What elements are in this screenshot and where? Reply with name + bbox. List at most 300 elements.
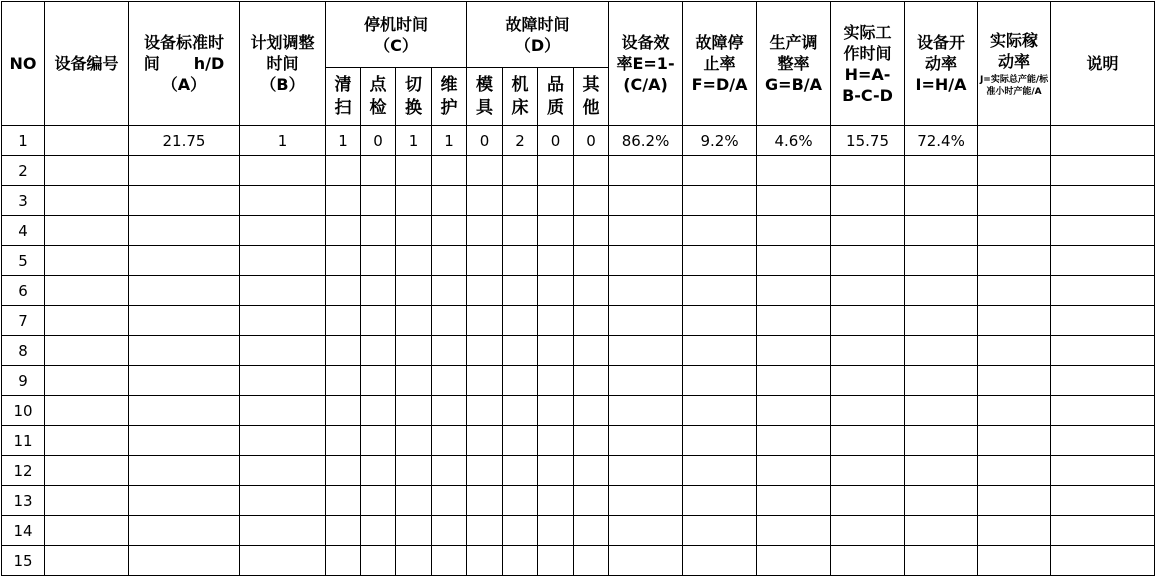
stop-clean-cell[interactable] — [326, 276, 361, 306]
stop-switch-cell[interactable] — [396, 396, 432, 426]
equipment-number-cell[interactable] — [45, 216, 129, 246]
table-row — [2, 336, 1155, 366]
fault-machine-cell[interactable] — [503, 366, 538, 396]
fault-quality-cell[interactable] — [538, 276, 574, 306]
fault-machine-cell[interactable] — [503, 246, 538, 276]
fault-quality-cell[interactable] — [538, 426, 574, 456]
stop-maintain-cell[interactable] — [432, 186, 467, 216]
stop-clean-cell[interactable]: 1 — [326, 126, 361, 156]
fault-mold-cell[interactable] — [467, 276, 503, 306]
fault-quality-cell[interactable]: 0 — [538, 126, 574, 156]
efficiency-cell[interactable] — [609, 456, 683, 486]
standard-time-cell[interactable] — [129, 276, 240, 306]
plan-adjust-cell[interactable] — [240, 186, 326, 216]
production-adjust-rate-cell[interactable] — [757, 516, 831, 546]
fault-machine-cell[interactable] — [503, 426, 538, 456]
stop-inspect-cell[interactable] — [361, 216, 396, 246]
table-row — [2, 186, 1155, 216]
fault-other-cell[interactable]: 0 — [574, 126, 609, 156]
plan-adjust-cell[interactable] — [240, 156, 326, 186]
stop-maintain-cell[interactable] — [432, 276, 467, 306]
fault-machine-cell[interactable] — [503, 216, 538, 246]
stop-maintain-cell[interactable] — [432, 456, 467, 486]
row-number[interactable]: 1 — [2, 126, 45, 156]
utilization-formula-note: J=实际总产能/标准小时产能/A — [979, 74, 1049, 97]
header-fault-machine: 机 床 — [503, 68, 538, 126]
remark-cell[interactable] — [1051, 336, 1155, 366]
operation-rate-cell[interactable] — [905, 246, 978, 276]
fault-other-cell[interactable] — [574, 216, 609, 246]
remark-cell[interactable] — [1051, 486, 1155, 516]
actual-work-time-cell[interactable] — [831, 396, 905, 426]
fault-quality-cell[interactable] — [538, 216, 574, 246]
equipment-number-cell[interactable] — [45, 336, 129, 366]
fault-other-cell[interactable] — [574, 156, 609, 186]
stop-clean-cell[interactable] — [326, 306, 361, 336]
efficiency-cell[interactable] — [609, 186, 683, 216]
actual-utilization-cell[interactable] — [978, 366, 1051, 396]
fault-mold-cell[interactable] — [467, 336, 503, 366]
stop-switch-cell[interactable] — [396, 546, 432, 576]
fault-stop-rate-cell[interactable] — [683, 396, 757, 426]
row-number[interactable]: 14 — [2, 516, 45, 546]
production-adjust-rate-cell[interactable] — [757, 216, 831, 246]
plan-adjust-cell[interactable] — [240, 486, 326, 516]
production-adjust-rate-cell[interactable] — [757, 486, 831, 516]
fault-machine-cell[interactable] — [503, 456, 538, 486]
stop-switch-cell[interactable] — [396, 216, 432, 246]
row-number[interactable]: 7 — [2, 306, 45, 336]
fault-stop-rate-cell[interactable] — [683, 306, 757, 336]
standard-time-cell[interactable] — [129, 426, 240, 456]
header-stop-maintain: 维 护 — [432, 68, 467, 126]
fault-other-cell[interactable] — [574, 186, 609, 216]
remark-cell[interactable] — [1051, 396, 1155, 426]
actual-utilization-cell[interactable] — [978, 426, 1051, 456]
actual-utilization-cell[interactable] — [978, 306, 1051, 336]
actual-utilization-cell[interactable] — [978, 456, 1051, 486]
production-adjust-rate-cell[interactable] — [757, 426, 831, 456]
stop-inspect-cell[interactable] — [361, 516, 396, 546]
stop-maintain-cell[interactable] — [432, 396, 467, 426]
production-adjust-rate-cell[interactable] — [757, 306, 831, 336]
actual-work-time-cell[interactable] — [831, 216, 905, 246]
fault-mold-cell[interactable] — [467, 216, 503, 246]
actual-utilization-cell[interactable] — [978, 156, 1051, 186]
stop-clean-cell[interactable] — [326, 456, 361, 486]
stop-maintain-cell[interactable] — [432, 156, 467, 186]
efficiency-cell[interactable] — [609, 156, 683, 186]
stop-inspect-cell[interactable] — [361, 336, 396, 366]
remark-cell[interactable] — [1051, 546, 1155, 576]
operation-rate-cell[interactable] — [905, 336, 978, 366]
operation-rate-cell[interactable] — [905, 546, 978, 576]
actual-utilization-cell[interactable] — [978, 276, 1051, 306]
operation-rate-cell[interactable] — [905, 216, 978, 246]
efficiency-cell[interactable]: 86.2% — [609, 126, 683, 156]
fault-quality-cell[interactable] — [538, 486, 574, 516]
efficiency-cell[interactable] — [609, 516, 683, 546]
operation-rate-cell[interactable] — [905, 276, 978, 306]
stop-inspect-cell[interactable] — [361, 426, 396, 456]
fault-machine-cell[interactable] — [503, 306, 538, 336]
fault-stop-rate-cell[interactable] — [683, 216, 757, 246]
actual-work-time-cell[interactable] — [831, 336, 905, 366]
actual-work-time-cell[interactable] — [831, 426, 905, 456]
actual-work-time-cell[interactable] — [831, 366, 905, 396]
remark-cell[interactable] — [1051, 186, 1155, 216]
stop-maintain-cell[interactable] — [432, 366, 467, 396]
actual-utilization-cell[interactable] — [978, 396, 1051, 426]
plan-adjust-cell[interactable] — [240, 246, 326, 276]
equipment-number-cell[interactable] — [45, 426, 129, 456]
operation-rate-cell[interactable] — [905, 426, 978, 456]
fault-other-cell[interactable] — [574, 486, 609, 516]
efficiency-cell[interactable] — [609, 276, 683, 306]
operation-rate-cell[interactable] — [905, 516, 978, 546]
fault-stop-rate-cell[interactable] — [683, 156, 757, 186]
fault-mold-cell[interactable] — [467, 546, 503, 576]
fault-other-cell[interactable] — [574, 366, 609, 396]
stop-clean-cell[interactable] — [326, 186, 361, 216]
actual-utilization-cell[interactable] — [978, 546, 1051, 576]
equipment-number-cell[interactable] — [45, 276, 129, 306]
row-number[interactable]: 12 — [2, 456, 45, 486]
remark-cell[interactable] — [1051, 246, 1155, 276]
fault-mold-cell[interactable] — [467, 366, 503, 396]
plan-adjust-cell[interactable] — [240, 426, 326, 456]
stop-clean-cell[interactable] — [326, 246, 361, 276]
fault-machine-cell[interactable] — [503, 486, 538, 516]
standard-time-cell[interactable] — [129, 156, 240, 186]
fault-stop-rate-cell[interactable] — [683, 366, 757, 396]
fault-stop-rate-cell[interactable] — [683, 276, 757, 306]
fault-quality-cell[interactable] — [538, 246, 574, 276]
stop-switch-cell[interactable] — [396, 516, 432, 546]
fault-other-cell[interactable] — [574, 246, 609, 276]
fault-machine-cell[interactable]: 2 — [503, 126, 538, 156]
header-equipment-number: 设备编号 — [45, 2, 129, 126]
fault-other-cell[interactable] — [574, 516, 609, 546]
efficiency-cell[interactable] — [609, 216, 683, 246]
plan-adjust-cell[interactable] — [240, 216, 326, 246]
fault-quality-cell[interactable] — [538, 336, 574, 366]
stop-clean-cell[interactable] — [326, 396, 361, 426]
actual-utilization-cell[interactable] — [978, 126, 1051, 156]
fault-other-cell[interactable] — [574, 306, 609, 336]
header-remark: 说明 — [1051, 2, 1155, 126]
stop-inspect-cell[interactable] — [361, 186, 396, 216]
fault-stop-rate-cell[interactable] — [683, 186, 757, 216]
fault-other-cell[interactable] — [574, 426, 609, 456]
stop-maintain-cell[interactable] — [432, 246, 467, 276]
fault-quality-cell[interactable] — [538, 306, 574, 336]
stop-clean-cell[interactable] — [326, 516, 361, 546]
efficiency-cell[interactable] — [609, 336, 683, 366]
standard-time-cell[interactable] — [129, 186, 240, 216]
stop-inspect-cell[interactable] — [361, 546, 396, 576]
efficiency-cell[interactable] — [609, 426, 683, 456]
fault-machine-cell[interactable] — [503, 516, 538, 546]
actual-work-time-cell[interactable] — [831, 546, 905, 576]
production-adjust-rate-cell[interactable] — [757, 456, 831, 486]
row-number[interactable]: 15 — [2, 546, 45, 576]
fault-stop-rate-cell[interactable]: 9.2% — [683, 126, 757, 156]
efficiency-cell[interactable] — [609, 396, 683, 426]
fault-mold-cell[interactable] — [467, 396, 503, 426]
stop-maintain-cell[interactable] — [432, 486, 467, 516]
stop-switch-cell[interactable] — [396, 246, 432, 276]
remark-cell[interactable] — [1051, 216, 1155, 246]
row-number[interactable]: 3 — [2, 186, 45, 216]
actual-work-time-cell[interactable] — [831, 246, 905, 276]
production-adjust-rate-cell[interactable] — [757, 246, 831, 276]
standard-time-cell[interactable] — [129, 546, 240, 576]
row-number[interactable]: 2 — [2, 156, 45, 186]
stop-switch-cell[interactable] — [396, 486, 432, 516]
fault-other-cell[interactable] — [574, 456, 609, 486]
plan-adjust-cell[interactable] — [240, 366, 326, 396]
stop-switch-cell[interactable] — [396, 306, 432, 336]
operation-rate-cell[interactable] — [905, 186, 978, 216]
remark-cell[interactable] — [1051, 126, 1155, 156]
production-adjust-rate-cell[interactable] — [757, 396, 831, 426]
fault-quality-cell[interactable] — [538, 366, 574, 396]
fault-mold-cell[interactable] — [467, 456, 503, 486]
plan-adjust-cell[interactable]: 1 — [240, 126, 326, 156]
fault-other-cell[interactable] — [574, 276, 609, 306]
fault-stop-rate-cell[interactable] — [683, 486, 757, 516]
fault-stop-rate-cell[interactable] — [683, 516, 757, 546]
standard-time-cell[interactable] — [129, 366, 240, 396]
production-adjust-rate-cell[interactable] — [757, 366, 831, 396]
plan-adjust-cell[interactable] — [240, 396, 326, 426]
header-fault-quality: 品 质 — [538, 68, 574, 126]
fault-mold-cell[interactable] — [467, 246, 503, 276]
standard-time-cell[interactable] — [129, 246, 240, 276]
production-adjust-rate-cell[interactable] — [757, 156, 831, 186]
equipment-number-cell[interactable] — [45, 126, 129, 156]
fault-mold-cell[interactable] — [467, 156, 503, 186]
fault-quality-cell[interactable] — [538, 186, 574, 216]
fault-stop-rate-cell[interactable] — [683, 546, 757, 576]
row-number[interactable]: 6 — [2, 276, 45, 306]
stop-inspect-cell[interactable] — [361, 366, 396, 396]
actual-work-time-cell[interactable] — [831, 486, 905, 516]
stop-maintain-cell[interactable]: 1 — [432, 126, 467, 156]
stop-clean-cell[interactable] — [326, 336, 361, 366]
row-number[interactable]: 8 — [2, 336, 45, 366]
actual-work-time-cell[interactable] — [831, 456, 905, 486]
stop-inspect-cell[interactable] — [361, 246, 396, 276]
stop-switch-cell[interactable] — [396, 456, 432, 486]
stop-inspect-cell[interactable] — [361, 486, 396, 516]
production-adjust-rate-cell[interactable] — [757, 186, 831, 216]
remark-cell[interactable] — [1051, 306, 1155, 336]
header-stop-switch: 切 换 — [396, 68, 432, 126]
plan-adjust-cell[interactable] — [240, 306, 326, 336]
actual-work-time-cell[interactable] — [831, 156, 905, 186]
operation-rate-cell[interactable] — [905, 306, 978, 336]
table-row — [2, 486, 1155, 516]
actual-work-time-cell[interactable] — [831, 276, 905, 306]
actual-work-time-cell[interactable] — [831, 516, 905, 546]
table-body — [2, 126, 1155, 576]
header-production-adjust-rate: 生产调 整率 G=B/A — [757, 2, 831, 126]
stop-inspect-cell[interactable] — [361, 156, 396, 186]
standard-time-cell[interactable]: 21.75 — [129, 126, 240, 156]
equipment-number-cell[interactable] — [45, 306, 129, 336]
stop-clean-cell[interactable] — [326, 366, 361, 396]
production-adjust-rate-cell[interactable] — [757, 336, 831, 366]
equipment-number-cell[interactable] — [45, 366, 129, 396]
production-adjust-rate-cell[interactable]: 4.6% — [757, 126, 831, 156]
stop-clean-cell[interactable] — [326, 426, 361, 456]
stop-switch-cell[interactable] — [396, 156, 432, 186]
fault-mold-cell[interactable] — [467, 486, 503, 516]
table-row — [2, 426, 1155, 456]
operation-rate-cell[interactable] — [905, 486, 978, 516]
standard-time-cell[interactable] — [129, 306, 240, 336]
row-number[interactable]: 5 — [2, 246, 45, 276]
standard-time-cell[interactable] — [129, 216, 240, 246]
stop-maintain-cell[interactable] — [432, 546, 467, 576]
plan-adjust-cell[interactable] — [240, 516, 326, 546]
stop-clean-cell[interactable] — [326, 546, 361, 576]
efficiency-cell[interactable] — [609, 306, 683, 336]
equipment-number-cell[interactable] — [45, 246, 129, 276]
actual-utilization-cell[interactable] — [978, 216, 1051, 246]
fault-quality-cell[interactable] — [538, 156, 574, 186]
actual-utilization-cell[interactable] — [978, 246, 1051, 276]
efficiency-cell[interactable] — [609, 486, 683, 516]
plan-adjust-cell[interactable] — [240, 336, 326, 366]
stop-inspect-cell[interactable] — [361, 396, 396, 426]
row-number[interactable]: 13 — [2, 486, 45, 516]
fault-quality-cell[interactable] — [538, 396, 574, 426]
remark-cell[interactable] — [1051, 426, 1155, 456]
row-number[interactable]: 4 — [2, 216, 45, 246]
fault-quality-cell[interactable] — [538, 546, 574, 576]
row-number[interactable]: 9 — [2, 366, 45, 396]
stop-switch-cell[interactable] — [396, 336, 432, 366]
stop-maintain-cell[interactable] — [432, 336, 467, 366]
standard-time-cell[interactable] — [129, 486, 240, 516]
actual-utilization-cell[interactable] — [978, 186, 1051, 216]
actual-work-time-cell[interactable]: 15.75 — [831, 126, 905, 156]
fault-stop-rate-cell[interactable] — [683, 456, 757, 486]
equipment-number-cell[interactable] — [45, 456, 129, 486]
operation-rate-cell[interactable]: 72.4% — [905, 126, 978, 156]
stop-maintain-cell[interactable] — [432, 306, 467, 336]
actual-utilization-cell[interactable] — [978, 336, 1051, 366]
actual-work-time-cell[interactable] — [831, 186, 905, 216]
fault-other-cell[interactable] — [574, 336, 609, 366]
row-number[interactable]: 11 — [2, 426, 45, 456]
fault-stop-rate-cell[interactable] — [683, 336, 757, 366]
remark-cell[interactable] — [1051, 156, 1155, 186]
standard-time-cell[interactable] — [129, 456, 240, 486]
remark-cell[interactable] — [1051, 456, 1155, 486]
production-adjust-rate-cell[interactable] — [757, 546, 831, 576]
efficiency-cell[interactable] — [609, 546, 683, 576]
actual-utilization-cell[interactable] — [978, 486, 1051, 516]
fault-other-cell[interactable] — [574, 546, 609, 576]
production-adjust-rate-cell[interactable] — [757, 276, 831, 306]
fault-stop-rate-cell[interactable] — [683, 246, 757, 276]
stop-inspect-cell[interactable] — [361, 306, 396, 336]
plan-adjust-cell[interactable] — [240, 546, 326, 576]
stop-switch-cell[interactable] — [396, 186, 432, 216]
stop-maintain-cell[interactable] — [432, 516, 467, 546]
stop-switch-cell[interactable]: 1 — [396, 126, 432, 156]
stop-clean-cell[interactable] — [326, 156, 361, 186]
fault-mold-cell[interactable] — [467, 306, 503, 336]
stop-maintain-cell[interactable] — [432, 426, 467, 456]
fault-quality-cell[interactable] — [538, 456, 574, 486]
operation-rate-cell[interactable] — [905, 396, 978, 426]
stop-inspect-cell[interactable]: 0 — [361, 126, 396, 156]
efficiency-cell[interactable] — [609, 246, 683, 276]
actual-utilization-cell[interactable] — [978, 516, 1051, 546]
stop-inspect-cell[interactable] — [361, 276, 396, 306]
fault-stop-rate-cell[interactable] — [683, 426, 757, 456]
fault-mold-cell[interactable] — [467, 186, 503, 216]
stop-clean-cell[interactable] — [326, 486, 361, 516]
equipment-number-cell[interactable] — [45, 546, 129, 576]
equipment-number-cell[interactable] — [45, 486, 129, 516]
header-plan-adjust-time: 计划调整 时间 （B） — [240, 2, 326, 126]
equipment-number-cell[interactable] — [45, 396, 129, 426]
fault-machine-cell[interactable] — [503, 546, 538, 576]
operation-rate-cell[interactable] — [905, 366, 978, 396]
table-row — [2, 276, 1155, 306]
stop-maintain-cell[interactable] — [432, 216, 467, 246]
fault-quality-cell[interactable] — [538, 516, 574, 546]
fault-mold-cell[interactable] — [467, 426, 503, 456]
fault-mold-cell[interactable] — [467, 516, 503, 546]
fault-other-cell[interactable] — [574, 396, 609, 426]
fault-machine-cell[interactable] — [503, 336, 538, 366]
actual-work-time-cell[interactable] — [831, 306, 905, 336]
equipment-number-cell[interactable] — [45, 156, 129, 186]
fault-machine-cell[interactable] — [503, 156, 538, 186]
stop-clean-cell[interactable] — [326, 216, 361, 246]
stop-switch-cell[interactable] — [396, 426, 432, 456]
fault-machine-cell[interactable] — [503, 396, 538, 426]
remark-cell[interactable] — [1051, 516, 1155, 546]
remark-cell[interactable] — [1051, 276, 1155, 306]
plan-adjust-cell[interactable] — [240, 456, 326, 486]
operation-rate-cell[interactable] — [905, 156, 978, 186]
stop-inspect-cell[interactable] — [361, 456, 396, 486]
standard-time-cell[interactable] — [129, 396, 240, 426]
plan-adjust-cell[interactable] — [240, 276, 326, 306]
stop-switch-cell[interactable] — [396, 366, 432, 396]
remark-cell[interactable] — [1051, 366, 1155, 396]
standard-time-cell[interactable] — [129, 336, 240, 366]
fault-mold-cell[interactable]: 0 — [467, 126, 503, 156]
equipment-number-cell[interactable] — [45, 516, 129, 546]
operation-rate-cell[interactable] — [905, 456, 978, 486]
standard-time-cell[interactable] — [129, 516, 240, 546]
equipment-number-cell[interactable] — [45, 186, 129, 216]
fault-machine-cell[interactable] — [503, 186, 538, 216]
efficiency-cell[interactable] — [609, 366, 683, 396]
row-number[interactable]: 10 — [2, 396, 45, 426]
fault-machine-cell[interactable] — [503, 276, 538, 306]
stop-switch-cell[interactable] — [396, 276, 432, 306]
